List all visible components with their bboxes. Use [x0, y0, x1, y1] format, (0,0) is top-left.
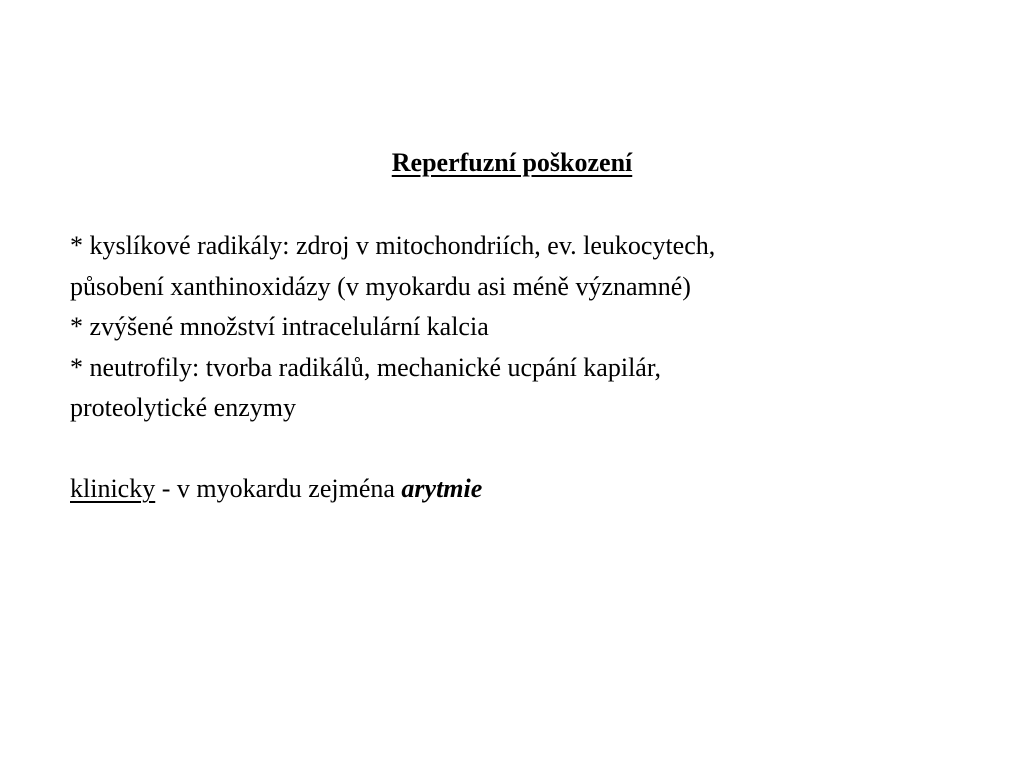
bullet-line: * zvýšené množství intracelulární kalcia — [70, 312, 489, 341]
clinical-line — [70, 469, 970, 510]
bullet-line: * neutrofily: tvorba radikálů, mechanické ucpání kapilár, — [70, 352, 661, 382]
bullet-line: proteolytické enzymy — [70, 393, 296, 422]
spacer — [70, 429, 970, 470]
slide-title: Reperfuzní poškození — [391, 148, 633, 177]
slide-body — [70, 226, 970, 510]
clinical-label: klinicky — [70, 474, 156, 503]
clinical-text: - v myokardu zejména — [155, 474, 402, 503]
bullet-line: * kyslíkové radikály: zdroj v mitochondriích, ev. leukocytech, — [70, 231, 716, 260]
clinical-emphasis: arytmie — [401, 474, 483, 503]
bullet-line: působení xanthinoxidázy (v myokardu asi méně významné) — [70, 271, 691, 301]
